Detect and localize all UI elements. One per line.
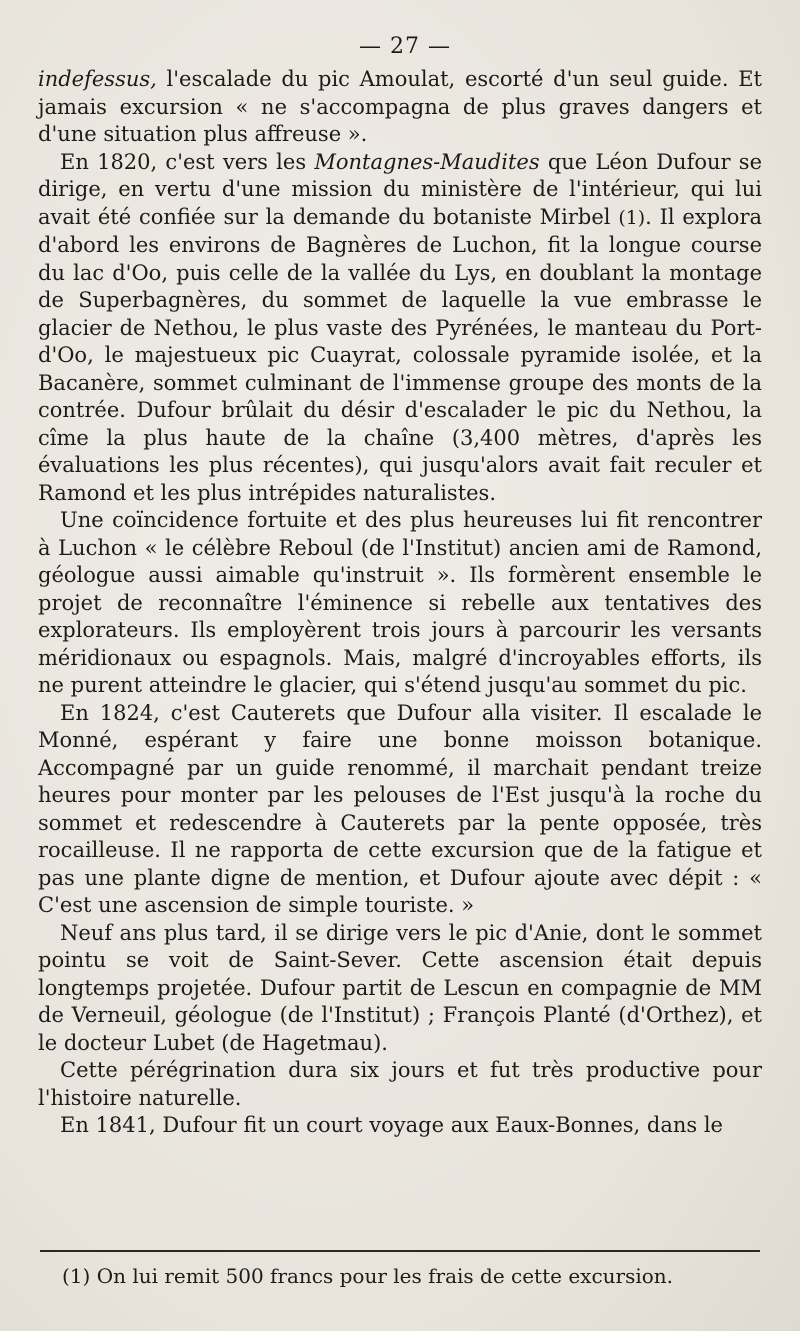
- paragraph-2-start: En 1820, c'est vers les: [60, 149, 315, 174]
- page-number: — 27 —: [359, 34, 451, 59]
- paragraph-3: Une coïncidence fortuite et des plus heureuses lui fit rencontrer à Luchon « le célèbre Reboul (de l'Institut) ancien ami de Ramond, géologue aussi aimable qu'instruit ». Ils formèrent ensemble le projet de reconnaître l'éminence si rebelle aux tentatives des explorateurs. Ils employèrent trois jours à parcourir les versants méridionaux ou espagnols. Mais, malgré d'incroyables efforts, ils ne purent atteindre le glacier, qui s'étend jusqu'au sommet du pic.: [38, 508, 762, 697]
- paragraph-2: [38, 149, 762, 508]
- footnote-reference: (1): [618, 206, 646, 229]
- footnote: (1) On lui remit 500 francs pour les frais de cette excursion.: [62, 1264, 674, 1288]
- footnote-divider: [40, 1250, 760, 1252]
- paragraph-7: En 1841, Dufour fit un court voyage aux Eaux-Bonnes, dans le: [60, 1113, 723, 1137]
- paragraph-1: [38, 66, 762, 149]
- paragraph-6: Cette pérégrination dura six jours et fut très productive pour l'histoire naturelle.: [38, 1058, 762, 1110]
- body-text: [38, 66, 762, 1140]
- italic-place-name: Montagnes-Maudites: [314, 149, 540, 174]
- paragraph-4: En 1824, c'est Cauterets que Dufour alla visiter. Il escalade le Monné, espérant y faire une bonne moisson botanique. Accompagné par un guide renommé, il marchait pendant treize heures pour monter par les pelouses de l'Est jusqu'à la roche du sommet et redescendre à Cauterets par la pente opposée, très rocailleuse. Il ne rapporta de cette excursion que de la fatigue et pas une plante digne de mention, et Dufour ajoute avec dépit : « C'est une ascension de simple touriste. »: [38, 700, 762, 917]
- paragraph-5: Neuf ans plus tard, il se dirige vers le pic d'Anie, dont le sommet pointu se voit de Saint-Sever. Cette ascension était depuis longtemps projetée. Dufour partit de Lescun en compagnie de MM de Verneuil, géologue (de l'Institut) ; François Planté (d'Orthez), et le docteur Lubet (de Hagetmau).: [38, 920, 762, 1055]
- paragraph-2-middle: que Léon Dufour se dirige, en vertu d'une mission du ministère de l'intérieur, qui lui avait été confiée sur la demande du botaniste Mirbel: [38, 149, 762, 229]
- paragraph-2-end: . Il explora d'abord les environs de Bagnères de Luchon, fit la longue course du lac d'Oo, puis celle de la vallée du Lys, en doublant la montage de Superbagnères, du sommet de laquelle la vue embrasse le glacier de Nethou, le plus vaste des Pyrénées, le manteau du Port-d'Oo, le majestueux pic Cuayrat, colossale pyramide isolée, et la Bacanère, sommet culminant de l'immense groupe des monts de la contrée. Dufour brûlait du désir d'escalader le pic du Nethou, la cîme la plus haute de la chaîne (3,400 mètres, d'après les évaluations les plus récentes), qui jusqu'alors avait fait reculer et Ramond et les plus intrépides naturalistes.: [38, 204, 763, 505]
- italic-latin-word: indefessus,: [38, 67, 157, 91]
- paragraph-1-text: l'escalade du pic Amoulat, escorté d'un seul guide. Et jamais excursion « ne s'accompagna de plus graves dangers et d'une situation plus affreuse ».: [38, 67, 762, 146]
